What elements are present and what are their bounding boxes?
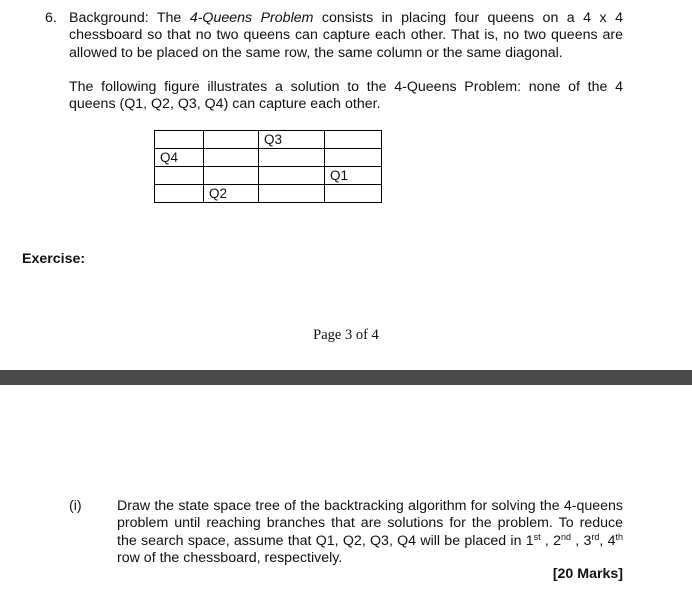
item-label: (i) bbox=[69, 498, 82, 514]
item-text-part: , 2 bbox=[540, 532, 561, 549]
item-text-part: , 3 bbox=[571, 532, 592, 549]
board-cell bbox=[325, 149, 382, 167]
board-row bbox=[155, 167, 382, 185]
board-cell bbox=[259, 185, 325, 203]
ordinal-suffix: th bbox=[615, 531, 623, 542]
ordinal-suffix: nd bbox=[560, 531, 571, 542]
board-cell bbox=[204, 167, 259, 185]
exercise-item-text bbox=[117, 498, 623, 568]
item-text-part: Draw the state space tree of the backtracking algorithm for solving the 4-queens problem until reaching branches that are solutions for the problem. To reduce the search space, assume that Q1, Q2, Q3, Q4 will be placed in 1 bbox=[117, 498, 623, 549]
board-cell bbox=[155, 185, 204, 203]
chessboard-table bbox=[154, 130, 382, 203]
board-cell bbox=[259, 167, 325, 185]
page-footer: Page 3 of 4 bbox=[313, 327, 379, 343]
board-row bbox=[155, 149, 382, 167]
question-number: 6. bbox=[45, 10, 57, 26]
board-cell bbox=[325, 131, 382, 149]
board-cell: Q3 bbox=[259, 131, 325, 149]
board-cell bbox=[204, 131, 259, 149]
problem-name: 4-Queens Problem bbox=[189, 10, 314, 26]
board-cell bbox=[155, 131, 204, 149]
background-text: consists in placing four queens on a 4 x 4 chessboard so that no two queens can capture each other. That is, no two queens are allowed to be placed on the same row, the same column or the same diagonal. bbox=[69, 10, 624, 61]
ordinal-suffix: st bbox=[533, 531, 541, 542]
board-cell: Q4 bbox=[155, 149, 204, 167]
marks-label: [20 Marks] bbox=[552, 566, 623, 582]
board-cell: Q2 bbox=[204, 185, 259, 203]
exercise-heading: Exercise: bbox=[22, 251, 86, 267]
board-cell bbox=[204, 149, 259, 167]
background-lead: Background: The bbox=[69, 10, 190, 26]
background-paragraph bbox=[69, 10, 623, 62]
item-text-part: , 4 bbox=[599, 532, 616, 549]
board-cell: Q1 bbox=[325, 167, 382, 185]
figure-description: The following figure illustrates a solution to the 4-Queens Problem: none of the 4 queens (Q1, Q2, Q3, Q4) can capture each other. bbox=[69, 79, 623, 113]
board-cell bbox=[325, 185, 382, 203]
board-cell bbox=[155, 167, 204, 185]
board-cell bbox=[259, 149, 325, 167]
ordinal-suffix: rd bbox=[591, 531, 600, 542]
board-row bbox=[155, 185, 382, 203]
item-text-part: row of the chessboard, respectively. bbox=[117, 550, 343, 567]
board-row bbox=[155, 131, 382, 149]
page-separator bbox=[0, 370, 692, 385]
